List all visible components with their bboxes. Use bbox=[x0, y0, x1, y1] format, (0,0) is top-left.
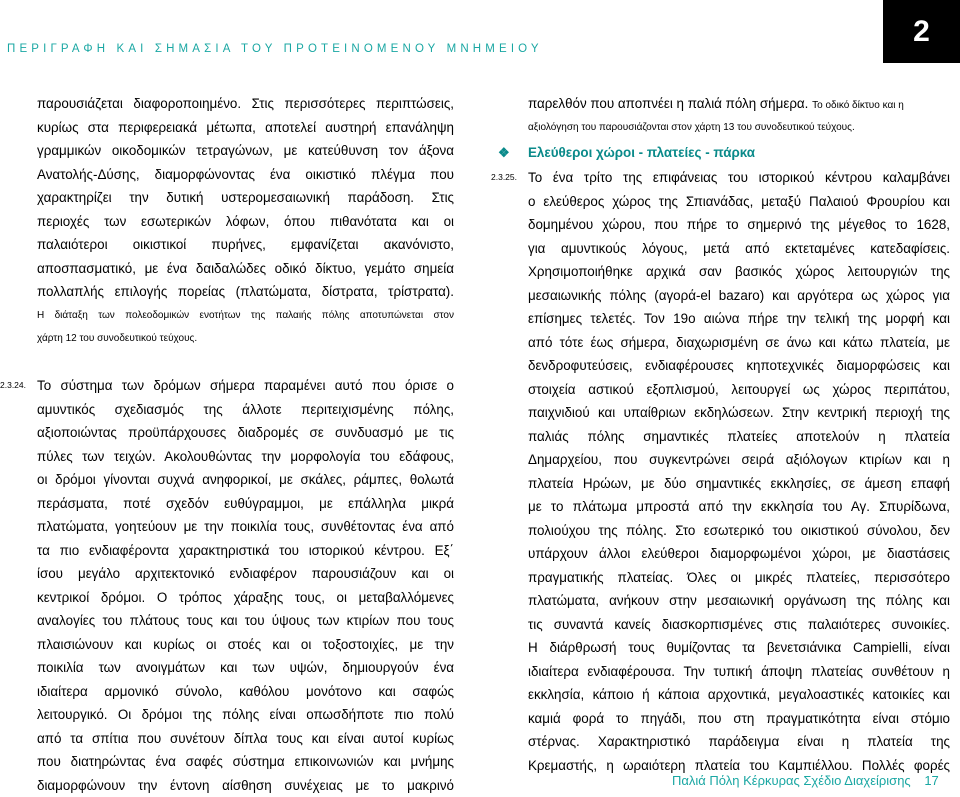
text-line: ο ελεύθερος χώρος της Σπιανάδας, μεταξύ Παλαιού Φρουρίου και bbox=[528, 190, 950, 214]
text-line: πολλαπλής επιλογής πορείας (πλατώματα, δίστρατα, τρίστρατα). bbox=[37, 280, 454, 304]
text-line: παλαιότεροι οικιστικοί πυρήνες, εμφανίζεται ακανόνιστο, bbox=[37, 233, 454, 257]
text-line: αμυντικός σχεδιασμός της άλλοτε περιτειχισμένης πόλης, bbox=[37, 398, 454, 422]
text-line: κυρίως στα περιφερειακά μέτωπα, αποτελεί αυστηρή επανάληψη bbox=[37, 116, 454, 140]
text-line: κεντρικοί δρόμοι. Ο τρόπος χάραξης τους, οι μεταβαλλόμενες bbox=[37, 586, 454, 610]
text-line-main: παρελθόν που αποπνέει η παλιά πόλη σήμερα. bbox=[528, 96, 808, 111]
text-line: από τα σπίτια που συνέτουν δίπλα τους και είναι αυτοί κυρίως bbox=[37, 727, 454, 751]
text-line: καμιά φορά το πηγάδι, που στη πραγματικότητα είναι στόμιο bbox=[528, 707, 950, 731]
text-line: πλατώματα, γοητεύουν με την ποικιλία τους, συνθέτοντας ένα από bbox=[37, 515, 454, 539]
text-line: παρουσιάζεται διαφοροποιημένο. Στις περισσότερες περιπτώσεις, bbox=[37, 92, 454, 116]
text-line: τα πιο ενδιαφέροντα χαρακτηριστικά του ιστορικού κέντρου. Εξ΄ bbox=[37, 539, 454, 563]
paragraph-first-line bbox=[528, 166, 950, 190]
text-line: πολιούχου της πόλης. Στο εσωτερικό του οικιστικού σύνολου, δεν bbox=[528, 519, 950, 543]
text-line: μεσαιωνικής πόλης (αγορά-el bazaro) και αργότερα ως χώρος για bbox=[528, 284, 950, 308]
text-line: παιχνιδιού και υπαίθριων εκδηλώσεων. Στην κεντρική περιοχή της bbox=[528, 401, 950, 425]
text-line: Χρησιμοποιήθηκε αρχικά σαν βασικός χώρος λειτουργιών της bbox=[528, 260, 950, 284]
text-line: στοιχεία αστικού εξοπλισμού, λειτουργεί ως χώρος περιπάτου, bbox=[528, 378, 950, 402]
text-line: στέρνας. Χαρακτηριστικό παράδειγμα είναι η πλατεία της bbox=[528, 730, 950, 754]
text-line: αξιοποιώντας προϋπάρχουσες διαδρομές σε συνδυασμό με τις bbox=[37, 421, 454, 445]
text-line bbox=[528, 92, 950, 116]
text-line: υπάρχουν άλλοι ελεύθεροι διαμορφωμένοι χώροι, με διαστάσεις bbox=[528, 542, 950, 566]
note-line: Η διάταξη των πολεοδομικών ενοτήτων της παλαιής πόλης αποτυπώνεται στον bbox=[37, 304, 454, 328]
text-line: δομημένου χώρου, που πήρε το σημερινό της μέγεθος το 1628, bbox=[528, 213, 950, 237]
text-line: γραμμικών οικοδομικών τετραγώνων, με κατεύθυνση τον άξονα bbox=[37, 139, 454, 163]
chapter-number-box: 2 bbox=[883, 0, 960, 63]
right-column bbox=[528, 92, 950, 777]
page-number: 17 bbox=[924, 773, 938, 788]
paragraph-number: 2.3.25. bbox=[491, 166, 517, 190]
text-line: ίσου μεγάλο αρχιτεκτονικό ενδιαφέρον παρουσιάζουν και οι bbox=[37, 562, 454, 586]
note-inline: Το οδικό δίκτυο και η bbox=[812, 100, 904, 111]
text-line: από τότε έως σήμερα, διαχωρισμένη σε άνω και κάτω πλατεία, με bbox=[528, 331, 950, 355]
section-heading bbox=[528, 139, 950, 166]
text-line: Κρεμαστής, η ωραιότερη πλατεία του Καμπιέλλου. Πολλές φορές bbox=[528, 754, 950, 778]
text-line: ιδιαίτερα αρμονικό σύνολο, καθόλου μονότονο και σαφώς bbox=[37, 680, 454, 704]
note-line: χάρτη 12 του συνοδευτικού τεύχους. bbox=[37, 327, 454, 351]
diamond-bullet-icon: ❖ bbox=[498, 139, 510, 166]
text-line: επίσημες τελετές. Τον 19ο αιώνα πήρε την τελική της μορφή και bbox=[528, 307, 950, 331]
text-line: λειτουργικό. Οι δρόμοι της πόλης είναι οπωσδήποτε πιο πολύ bbox=[37, 703, 454, 727]
text-line: αναλογίες του πλάτους τους και του ύψους των κτιρίων που τους bbox=[37, 609, 454, 633]
text-line: δενδροφυτεύσεις, ενδιαφέρουσες κηποτεχνικές διαμορφώσεις και bbox=[528, 354, 950, 378]
text-line: εκκλησία, κάποιο ή κάποια αρχοντικά, μεγαλοαστικές κατοικίες και bbox=[528, 683, 950, 707]
text-line: Δημαρχείου, που συγκεντρώνει σειρά αξιόλογων κτιρίων και η bbox=[528, 448, 950, 472]
text-line: ποικιλία των ανοιγμάτων και των υψών, δημιουργούν ένα bbox=[37, 656, 454, 680]
text-line: οι δρόμοι γίνονται συχνά ανηφορικοί, με σκάλες, ράμπες, θολωτά bbox=[37, 468, 454, 492]
text-line: που διατηρώντας ένα σαφές σύστημα επικοινωνιών και μνήμης bbox=[37, 750, 454, 774]
text-line: διαμορφώνουν την έντονη αίσθηση συνέχειας με το μακρινό bbox=[37, 774, 454, 797]
page-footer bbox=[672, 773, 939, 788]
text-line: πλαισιώνουν και κυρίως οι στοές και οι τοξοστοιχίες, με την bbox=[37, 633, 454, 657]
text-line: για αμυντικούς λόγους, μετά από εκτεταμένες κατεδαφίσεις. bbox=[528, 237, 950, 261]
note-line: αξιολόγηση του παρουσιάζονται στον χάρτη 13 του συνοδευτικού τεύχους. bbox=[528, 116, 950, 140]
text-line: πλατώματα, ανήκουν στην μεσαιωνική οργάνωση της πόλης και bbox=[528, 589, 950, 613]
text-line: περάσματα, ποτέ σχεδόν ευθύγραμμοι, με επάλληλα μικρά bbox=[37, 492, 454, 516]
paragraph-number: 2.3.24. bbox=[0, 374, 26, 398]
text-line: Το ένα τρίτο της επιφάνειας του ιστορικού κέντρου καλαμβάνει bbox=[528, 170, 950, 185]
text-line: τις συναντά κανείς διασκορπισμένες στις παλαιότερες συνοικίες. bbox=[528, 613, 950, 637]
paragraph-first-line bbox=[37, 374, 454, 398]
text-line: πραγματικής πλατείας. Όλες οι μικρές πλατείες, περισσότερο bbox=[528, 566, 950, 590]
left-column bbox=[37, 92, 454, 797]
section-heading-text: Ελεύθεροι χώροι - πλατείες - πάρκα bbox=[528, 145, 755, 160]
text-line: χαρακτηρίζει την δυτική υστερομεσαιωνική παράδοση. Στις bbox=[37, 186, 454, 210]
header-title: ΠΕΡΙΓΡΑΦΗ ΚΑΙ ΣΗΜΑΣΙΑ ΤΟΥ ΠΡΟΤΕΙΝΟΜΕΝΟΥ ΜΝΗΜΕΙΟΥ bbox=[7, 43, 543, 55]
text-line: αποσπασματικό, με ένα δαιδαλώδες οδικό δίκτυο, γεμάτο σημεία bbox=[37, 257, 454, 281]
spacer bbox=[37, 351, 454, 375]
text-line: πύλες των τειχών. Ακολουθώντας την μορφολογία του εδάφους, bbox=[37, 445, 454, 469]
text-line: παλιάς πόλης σημαντικές πλατείες αποτελούν η πλατεία bbox=[528, 425, 950, 449]
text-line: Το σύστημα των δρόμων σήμερα παραμένει αυτό που όρισε ο bbox=[37, 378, 454, 393]
text-line: Η διάρθρωσή τους θυμίζοντας τα βενετσιάνικα Campielli, είναι bbox=[528, 636, 950, 660]
text-line: περιοχές των εσωτερικών λόφων, όπου πιθανότατα και οι bbox=[37, 210, 454, 234]
text-line: ιδιαίτερα ενδιαφέρουσα. Την τυπική άποψη πλατείας συνθέτουν η bbox=[528, 660, 950, 684]
footer-title: Παλιά Πόλη Κέρκυρας Σχέδιο Διαχείρισης bbox=[672, 773, 911, 788]
text-line: με το πλάτωμα μπροστά από την εκκλησία του Αγ. Σπυρίδωνα, bbox=[528, 495, 950, 519]
text-line: πλατεία Ηρώων, με δύο σημαντικές εκκλησίες, σε άμεση επαφή bbox=[528, 472, 950, 496]
text-line: Ανατολής-Δύσης, διαμορφώνοντας ένα οικιστικό πλέγμα που bbox=[37, 163, 454, 187]
